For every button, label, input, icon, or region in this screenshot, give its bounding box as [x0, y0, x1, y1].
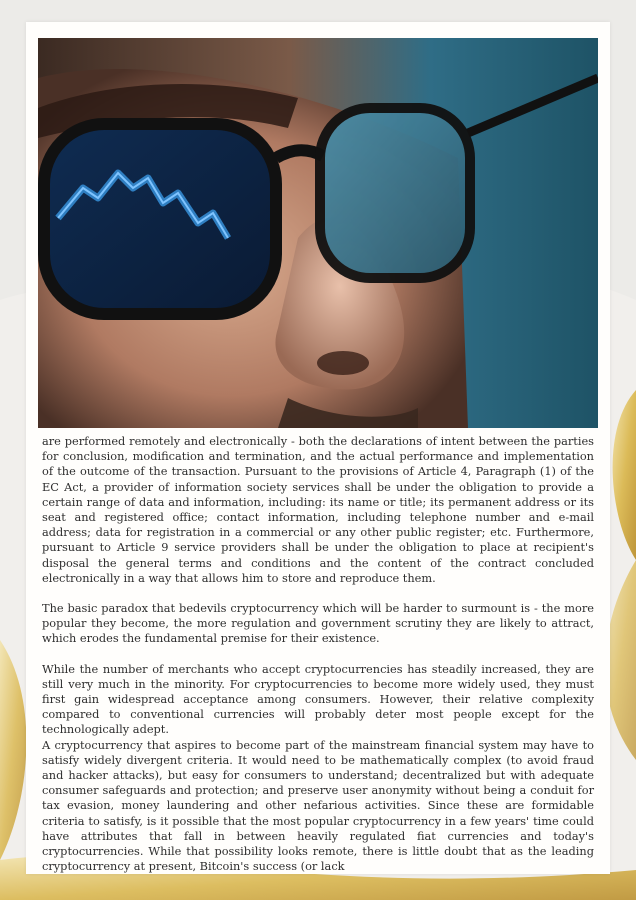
- article-body: [42, 434, 594, 874]
- paragraph-4: A cryptocurrency that aspires to become part of the mainstream financial system may have to satisfy widely divergent criteria. It would need to be mathematically complex (to avoid fraud and hacker attacks), but easy for consumers to understand; decentralized but with adequate consumer safeguards and protection; and preserve user anonymity without being a conduit for tax evasion, money laundering and other nefarious activities. Since these are formidable criteria to satisfy, is it possible that the most popular cryptocurrency in a few years' time could have attributes that fall in between heavily regulated fiat currencies and today's cryptocurrencies. While that possibility looks remote, there is little doubt that as the leading cryptocurrency at present, Bitcoin's success (or lack: [42, 737, 594, 874]
- paragraph-2: The basic paradox that bedevils cryptocurrency which will be harder to surmount is - the more popular they become, the more regulation and government scrutiny they are likely to attract, which erodes the fundamental premise for their existence.: [42, 601, 594, 646]
- paragraph-1: are performed remotely and electronically - both the declarations of intent between the parties for conclusion, modification and termination, and the actual performance and implementation of the outcome of the transaction. Pursuant to the provisions of Article 4, Paragraph (1) of the EC Act, a provider of information society services shall be under the obligation to provide a certain range of data and information, including: its name or title; its permanent address or its seat and registered office; contact information, including telephone number and e-mail address; data for registration in a commercial or any other public register; etc. Furthermore, pursuant to Article 9 service providers shall be under the obligation to place at recipient's disposal the general terms and conditions and the content of the contract concluded electronically in a way that allows him to store and reproduce them.: [42, 434, 594, 585]
- page-card: [26, 22, 610, 874]
- person-with-glasses-photo: [38, 38, 598, 428]
- paragraph-3: While the number of merchants who accept cryptocurrencies has steadily increased, they are still very much in the minority. For cryptocurrencies to become more widely used, they must first gain widespread acceptance among consumers. However, their relative complexity compared to conventional currencies will probably deter most people except for the technologically adept.: [42, 661, 594, 737]
